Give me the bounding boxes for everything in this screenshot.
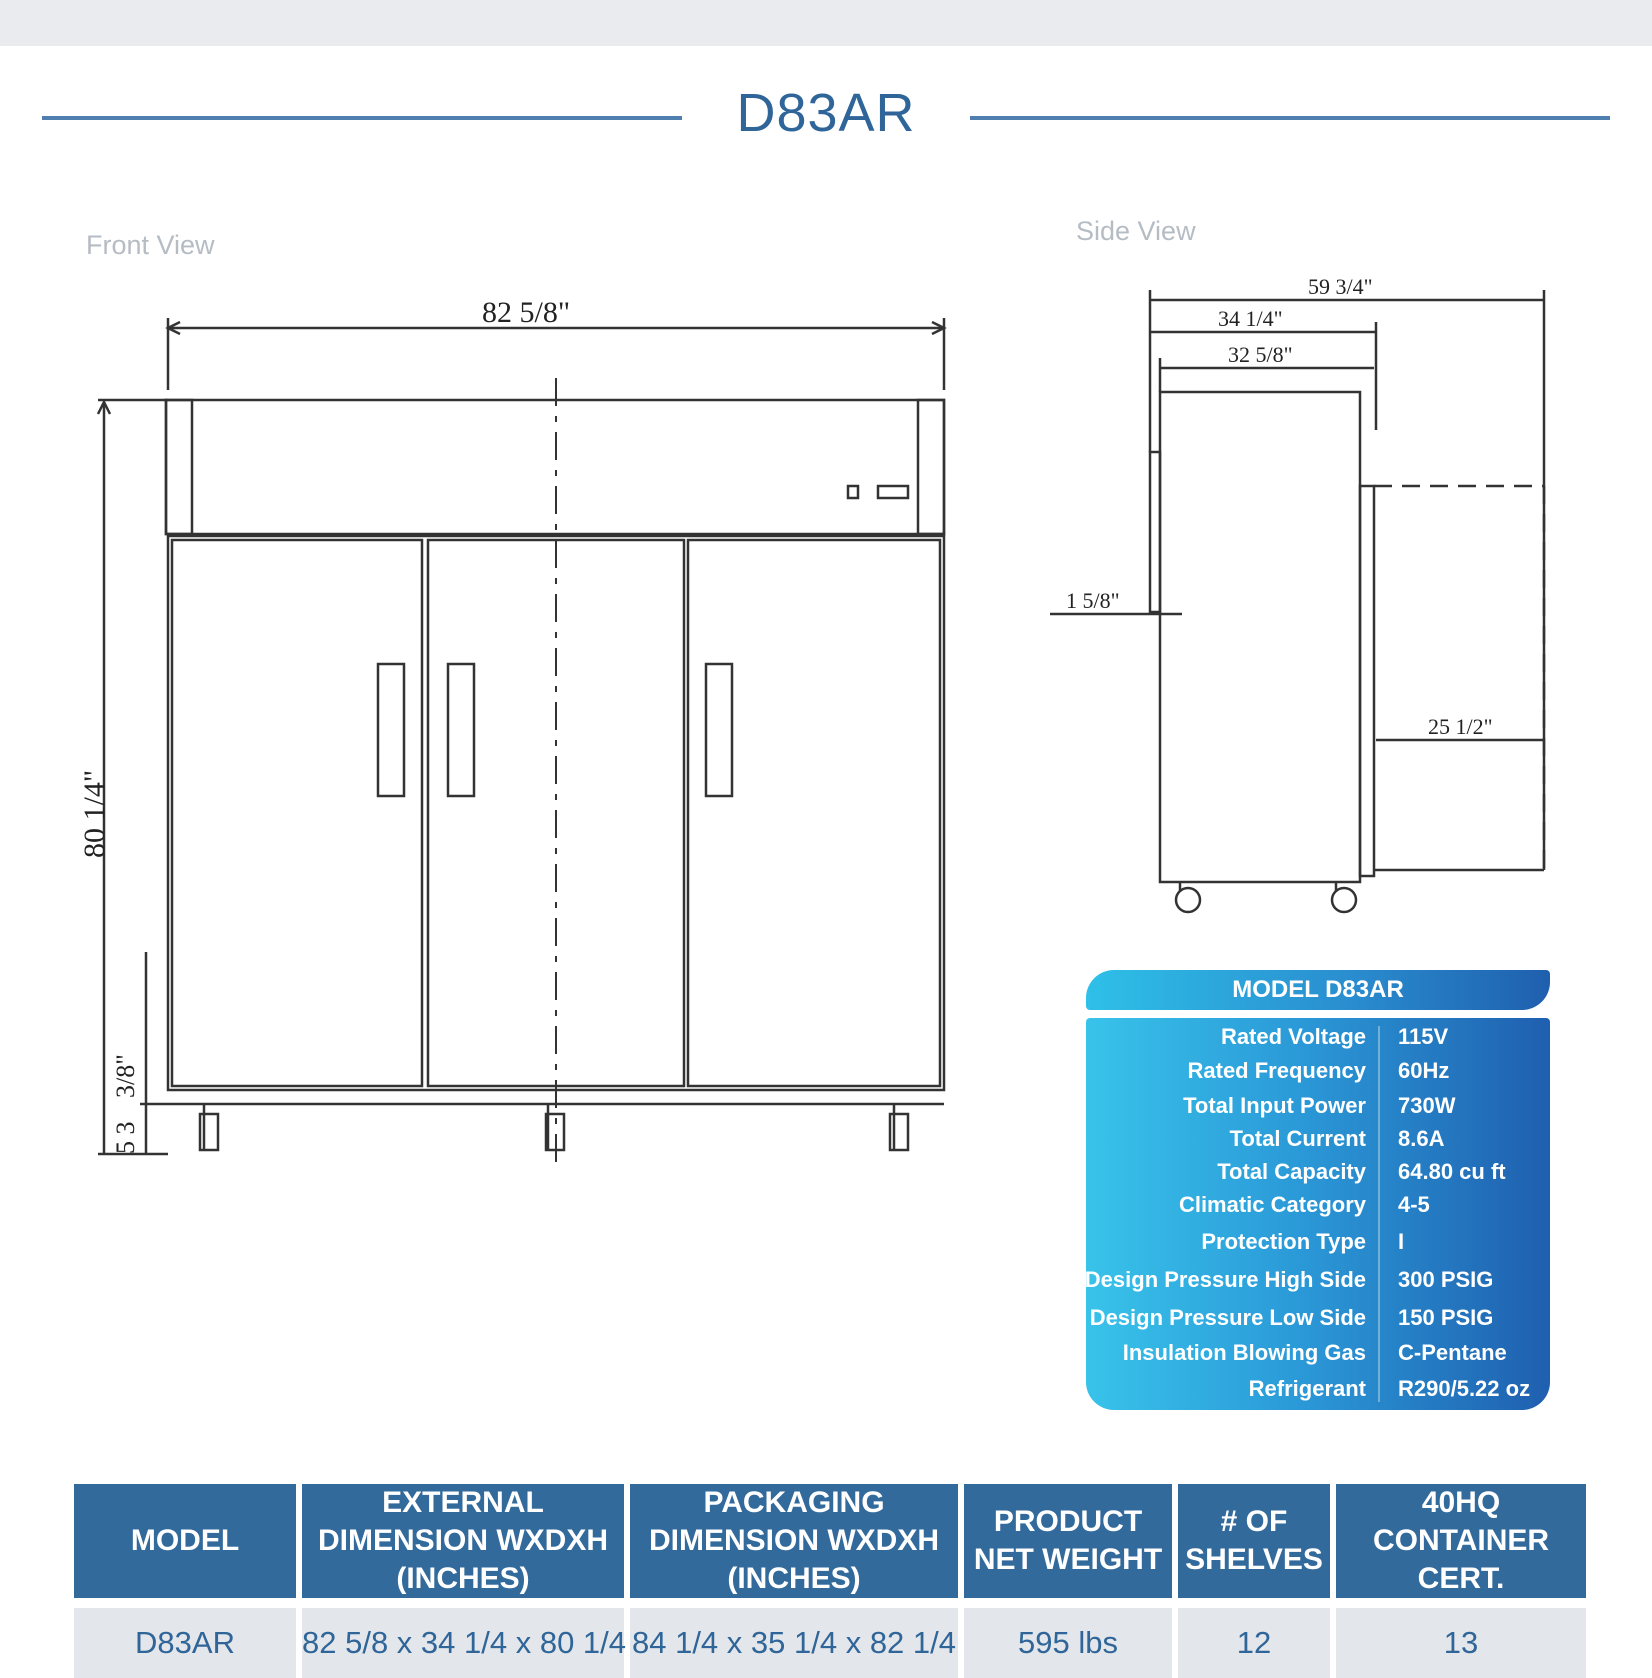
side-depth-body: 32 5/8" (1228, 342, 1293, 367)
spec-row: Design Pressure Low Side 150 PSIG (1089, 1305, 1494, 1330)
leg-dim-upper: 3/8" (111, 1054, 140, 1098)
table-row (74, 1598, 1586, 1678)
spec-row: Insulation Blowing Gas C-Pentane (1122, 1340, 1507, 1365)
side-view-drawing (1050, 290, 1544, 912)
spec-row: Total Capacity 64.80 cu ft (1217, 1159, 1506, 1184)
spec-row: Design Pressure High Side 300 PSIG (1084, 1267, 1494, 1292)
spec-row: Total Current 8.6A (1229, 1126, 1445, 1151)
front-height-dim: 80 1/4" (78, 769, 111, 858)
spec-row: Rated Voltage 115V (1220, 1024, 1449, 1049)
cell-external-dimension: 82 5/8 x 34 1/4 x 80 1/4 (302, 1598, 624, 1678)
cell-container-cert: 13 (1336, 1598, 1586, 1678)
cell-shelves: 12 (1178, 1598, 1330, 1678)
side-view-label: Side View (1076, 216, 1196, 246)
side-depth-cabinet: 34 1/4" (1218, 306, 1283, 331)
cell-net-weight: 595 lbs (964, 1598, 1172, 1678)
col-header-external-dimension: EXTERNAL DIMENSION WXDXH (INCHES) (302, 1484, 624, 1598)
caster-right (890, 1104, 908, 1150)
col-header-net-weight: PRODUCT NET WEIGHT (964, 1484, 1172, 1598)
col-header-shelves: # OF SHELVES (1178, 1484, 1330, 1598)
cell-packaging-dimension: 84 1/4 x 35 1/4 x 82 1/4 (630, 1598, 958, 1678)
table-header-row (74, 1484, 1586, 1598)
spec-panel (1086, 970, 1550, 1440)
leg-dim-lower: 5 3 (111, 1121, 140, 1154)
spec-row: Rated Frequency 60Hz (1187, 1058, 1450, 1083)
spec-row: Climatic Category 4-5 (1178, 1192, 1430, 1217)
caster-left (200, 1104, 218, 1150)
cell-model: D83AR (74, 1598, 296, 1678)
spec-panel-header: MODEL D83AR (1086, 970, 1550, 1010)
spec-row: Refrigerant R290/5.22 oz (1248, 1376, 1531, 1401)
spec-panel-body (1086, 1018, 1550, 1410)
front-view-label: Front View (86, 230, 215, 260)
col-header-packaging-dimension: PACKAGING DIMENSION WXDXH (INCHES) (630, 1484, 958, 1598)
col-header-model: MODEL (74, 1484, 296, 1598)
product-spec-table (68, 1484, 1592, 1678)
page-title: D83AR (736, 83, 916, 143)
spec-row: Total Input Power 730W (1183, 1093, 1456, 1118)
side-depth-overall: 59 3/4" (1308, 274, 1373, 299)
spec-row: Protection Type I (1201, 1229, 1405, 1254)
side-door-swing: 25 1/2" (1428, 714, 1493, 739)
side-door-offset: 1 5/8" (1066, 588, 1120, 613)
col-header-container-cert: 40HQ CONTAINER CERT. (1336, 1484, 1586, 1598)
front-view-drawing (98, 318, 944, 1166)
front-width-dim: 82 5/8" (482, 296, 571, 329)
